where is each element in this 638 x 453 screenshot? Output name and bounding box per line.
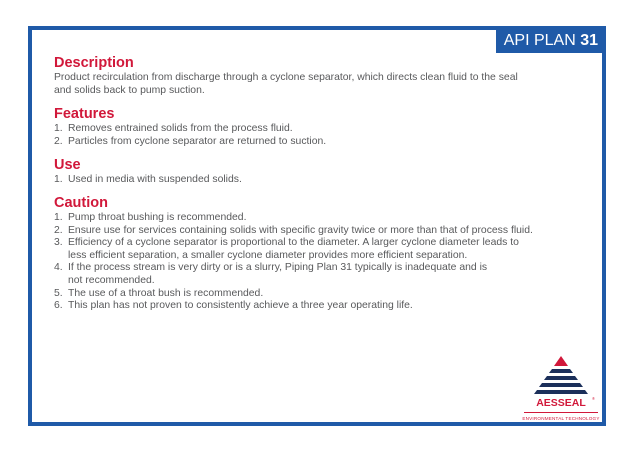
aesseal-logo xyxy=(520,354,602,426)
list-item-text: Removes entrained solids from the process fluid. xyxy=(68,123,293,135)
list-item-number: 3. xyxy=(54,237,63,249)
list-item-number: 5. xyxy=(54,287,63,299)
list-item-number: 1. xyxy=(54,174,63,186)
logo-apex-icon xyxy=(554,356,568,366)
list-item xyxy=(54,288,594,301)
plan-badge-number: 31 xyxy=(580,32,598,49)
logo-stripe-3 xyxy=(539,383,583,387)
list-item-text: Ensure use for services containing solids with specific gravity twice or more than that of process fluid. xyxy=(68,224,533,236)
use-list xyxy=(54,174,594,187)
list-item-text: Pump throat bushing is recommended. xyxy=(68,211,247,223)
list-item-text: Used in media with suspended solids. xyxy=(68,174,242,186)
aesseal-logo-mark xyxy=(520,354,602,412)
logo-stripe-2 xyxy=(544,376,578,380)
use-heading: Use xyxy=(54,157,81,174)
list-item-text: Particles from cyclone separator are returned to suction. xyxy=(68,135,327,147)
list-item-text: The use of a throat bush is recommended. xyxy=(68,287,264,299)
logo-registered-mark: ® xyxy=(592,396,595,401)
list-item xyxy=(54,123,594,136)
list-item-number: 4. xyxy=(54,262,63,274)
list-item-number: 6. xyxy=(54,300,63,312)
logo-divider xyxy=(524,412,598,413)
features-list xyxy=(54,123,594,148)
logo-tagline: ENVIRONMENTAL TECHNOLOGY xyxy=(522,416,600,421)
list-item xyxy=(54,225,594,238)
list-item xyxy=(54,300,594,313)
list-item xyxy=(54,136,594,149)
list-item-text-line-2: less efficient separation, a smaller cyclone diameter provides more efficient separation. xyxy=(68,249,468,261)
list-item xyxy=(54,174,594,187)
list-item-number: 2. xyxy=(54,224,63,236)
list-item xyxy=(54,237,594,262)
caution-list xyxy=(54,212,594,313)
content-area xyxy=(54,55,594,313)
list-item-text-line-1: Efficiency of a cyclone separator is proportional to the diameter. A larger cyclone diameter leads to xyxy=(68,237,519,249)
list-item-text-line-1: If the process stream is very dirty or is a slurry, Piping Plan 31 typically is inadequate and is xyxy=(68,262,488,274)
logo-stripe-4 xyxy=(534,390,588,394)
plan-badge xyxy=(496,30,602,53)
description-text-line-1: Product recirculation from discharge through a cyclone separator, which directs clean fluid to the seal xyxy=(54,72,518,83)
list-item-number: 1. xyxy=(54,123,63,135)
list-item xyxy=(54,212,594,225)
plan-badge-prefix: API PLAN xyxy=(503,32,576,49)
list-item-number: 2. xyxy=(54,135,63,147)
list-item-text-line-2: not recommended. xyxy=(68,274,155,286)
logo-stripe-1 xyxy=(549,369,573,373)
description-text-line-2: and solids back to pump suction. xyxy=(54,84,205,96)
list-item-text: This plan has not proven to consistently achieve a three year operating life. xyxy=(68,300,413,312)
list-item-number: 1. xyxy=(54,211,63,223)
caution-heading: Caution xyxy=(54,194,108,211)
page-frame xyxy=(28,26,606,426)
logo-wordmark: AESSEAL xyxy=(536,397,586,409)
list-item xyxy=(54,262,594,287)
description-heading: Description xyxy=(54,55,134,71)
features-heading: Features xyxy=(54,106,115,123)
